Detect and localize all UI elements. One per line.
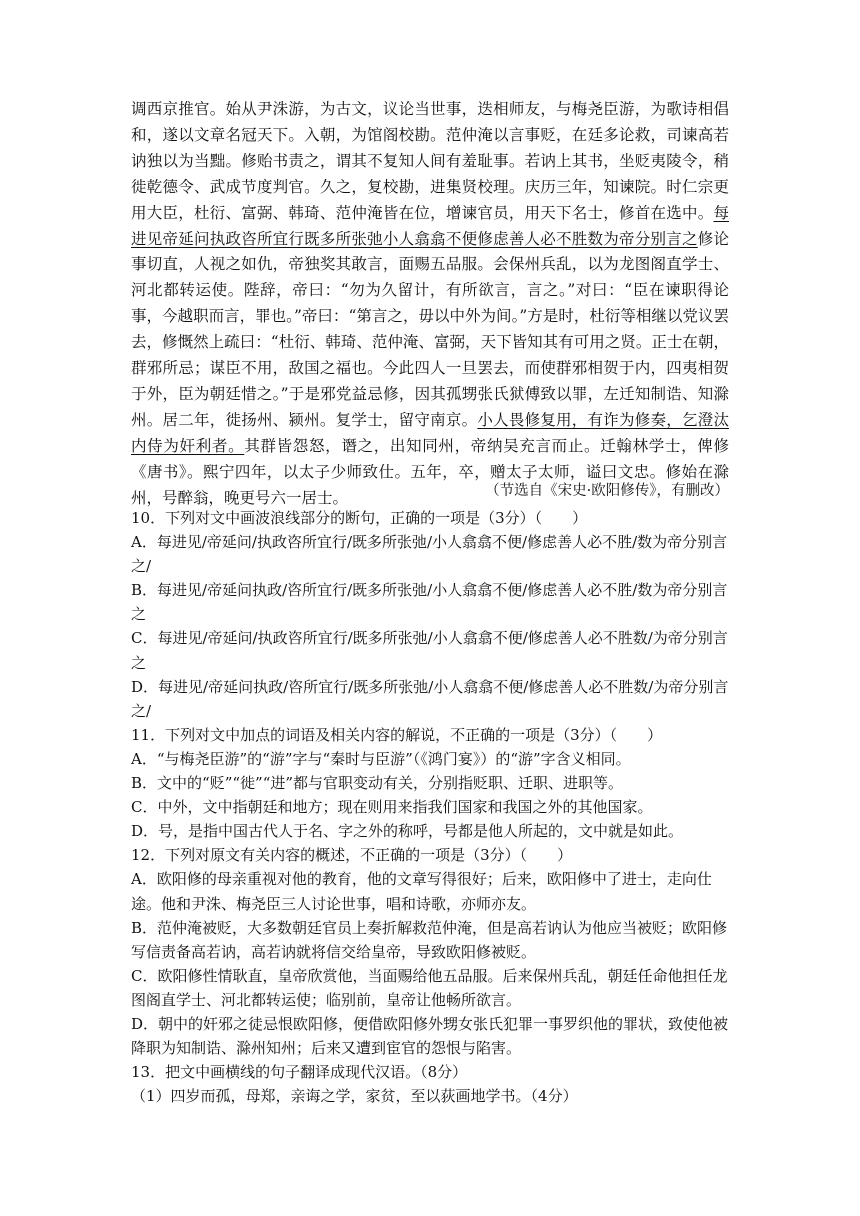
passage-part-1: 调西京推官。始从尹洙游，为古文，议论当世事，迭相师友，与梅尧臣游，为歌诗相倡和，遂以文章名冠天下。入朝，为馆阁校勘。范仲淹以言事贬，在廷多论救，司谏高若讷独以为当黜。修贻书责之，谓其不复知人间有羞耻事。若讷上其书，坐贬夷陵令，稍徙乾德令、武成节度判官。久之，复校勘，进集贤校理。庆历三年，知谏院。时仁宗更用大臣，杜衍、富弼、韩琦、范仲淹皆在位，增谏官员，用天下名士，修首在选中。 <box>131 100 729 222</box>
questions-section <box>131 506 729 1108</box>
underlined-sentence: 小人畏修复用，有诈为修奏，乞澄汰内侍为奸利者。 <box>131 410 729 455</box>
question-12-stem: 12．下列对原文有关内容的概述，不正确的一项是（3分）（ ） <box>131 846 573 865</box>
question-10-option-d: D．每进见/帝延问执政/咨所宜行/既多所张弛/小人翕翕不便/修虑善人必不胜数/为帝分别言之/ <box>131 677 729 720</box>
passage-part-2: 修论事切直，人视之如仇，帝独奖其敢言，面赐五品服。会保州兵乱，以为龙图阁直学士、河北都转运使。陛辞，帝曰：“勿为久留计，有所欲言，言之。”对曰：“臣在谏职得论事，今越职而言，罪也。”帝曰：“第言之，毋以中外为间。”方是时，杜衍等相继以党议罢去，修慨然上疏曰：“杜衍、韩琦、范仲淹、富弼，天下皆知其有可用之贤。正士在朝，群邪所忌；谋臣不用，敌国之福也。今此四人一旦罢去，而使群邪相贺于内，四夷相贺于外，臣为朝廷惜之。”于是邪党益忌修，因其孤甥张氏狱傅致以罪，左迁知制诰、知滁州。居二年，徙扬州、颍州。复学士，留守南京。 <box>131 229 729 429</box>
question-11-option-d: D．号，是指中国古代人于名、字之外的称呼，号都是他人所起的，文中就是如此。 <box>131 822 684 841</box>
question-11-stem: 11．下列对文中加点的词语及相关内容的解说，不正确的一项是（3分）（ ） <box>131 725 663 744</box>
question-11-option-b: B．文中的“贬”“徙”“进”都与官职变动有关，分别指贬职、迁职、进职等。 <box>131 774 624 793</box>
passage-text <box>131 97 729 512</box>
question-12-option-a: A．欧阳修的母亲重视对他的教育，他的文章写得很好；后来，欧阳修中了进士，走向仕途。他和尹洙、梅尧臣三人讨论世事，唱和诗歌，亦师亦友。 <box>131 870 712 913</box>
question-10-stem: 10．下列对文中画波浪线部分的断句，正确的一项是（3分）（ ） <box>131 509 588 527</box>
question-10-option-b: B．每进见/帝延问执政/咨所宜行/既多所张弛/小人翕翕不便/修虑善人必不胜/数为帝分别言之 <box>131 581 728 624</box>
passage-part-3: 其群皆怨怒，谮之，出知同州，帝纳吴充言而止。迁翰林学士，俾修《唐书》。熙宁四年，以太子少师致仕。五年，卒，赠太子太师，谥曰文忠。修始在滁州，号醉翁，晚更号六一居士。 <box>131 436 729 507</box>
source-citation: （节选自《宋史·欧阳修传》，有删改） <box>485 483 729 499</box>
question-10-option-a: A．每进见/帝延问/执政咨所宜行/既多所张弛/小人翕翕不便/修虑善人必不胜/数为帝分别言之/ <box>131 533 728 576</box>
question-13-stem: 13．把文中画横线的句子翻译成现代汉语。（8分） <box>131 1063 468 1082</box>
question-11-option-a: A．“与梅尧臣游”的“游”字与“秦时与臣游”（《鸿门宴》）的“游”字含义相同。 <box>131 749 631 768</box>
question-13-part-1: （1）四岁而孤，母郑，亲诲之学，家贫，至以荻画地学书。（4分） <box>131 1087 578 1106</box>
question-11-option-c: C．中外，文中指朝廷和地方；现在则用来指我们国家和我国之外的其他国家。 <box>131 798 653 817</box>
wavy-underlined-sentence: 每进见帝延问执政咨所宜行既多所张弛小人翕翕不便修虑善人必不胜数为帝分别言之 <box>131 203 729 248</box>
question-12-option-c: C．欧阳修性情耿直，皇帝欣赏他，当面赐给他五品服。后来保州兵乱，朝廷任命他担任龙图阁直学士、河北都转运使；临别前，皇帝让他畅所欲言。 <box>131 966 728 1009</box>
question-12-option-d: D．朝中的奸邪之徒忌恨欧阳修，便借欧阳修外甥女张氏犯罪一事罗织他的罪状，致使他被降职为知制诰、滁州知州；后来又遭到宦官的怨恨与陷害。 <box>131 1014 729 1058</box>
question-12-option-b: B．范仲淹被贬，大多数朝廷官员上奏折解救范仲淹，但是高若讷认为他应当被贬；欧阳修写信责备高若讷，高若讷就将信交给皇帝，导致欧阳修被贬。 <box>131 918 728 961</box>
question-10-option-c: C．每进见/帝延问/执政咨所宜行/既多所张弛/小人翕翕不便/修虑善人必不胜数/为帝分别言之 <box>131 629 728 672</box>
